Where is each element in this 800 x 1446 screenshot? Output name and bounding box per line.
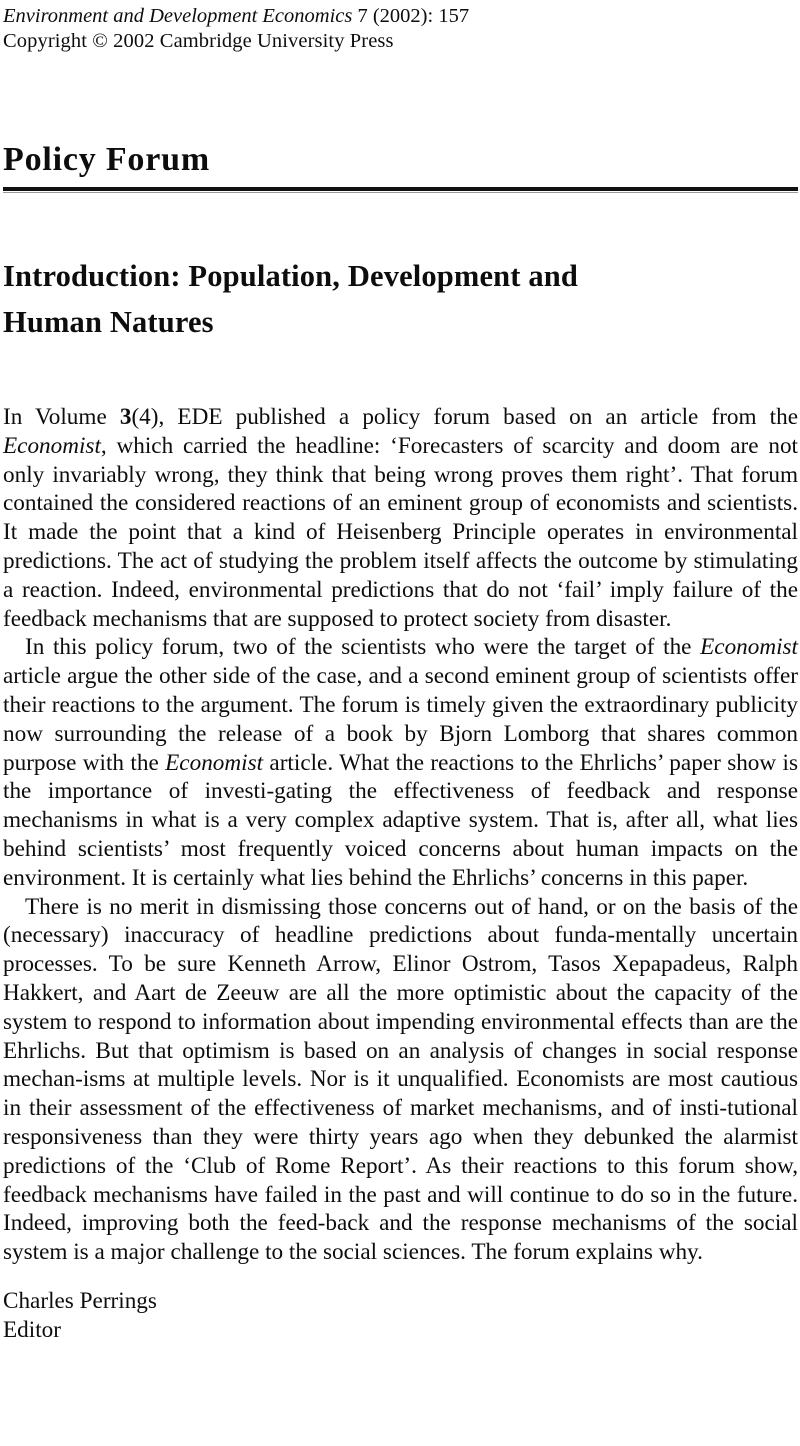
article-body (3, 403, 798, 1267)
economist-reference: Economist (165, 749, 264, 776)
article-title-line-1: Introduction: Population, Development and (3, 259, 578, 293)
journal-citation-line (3, 4, 798, 29)
volume-number: 3 (119, 404, 132, 430)
editor-name: Charles Perrings (3, 1287, 157, 1314)
journal-title: Environment and Development Economics (3, 5, 353, 27)
copyright-line: Copyright © 2002 Cambridge University Press (3, 30, 394, 52)
section-heading: Policy Forum (3, 141, 210, 178)
running-head (3, 0, 798, 54)
journal-volume-issue-page: 7 (2002): 157 (352, 5, 470, 27)
p2-segment-b: article argue the other side of the case, and a second eminent group of scientists offer their reactions to the argument. The forum is timely given the extraordinary publicity now surrounding the release of a book by Bjorn Lomborg that shares common purpose with the (3, 663, 798, 776)
editor-role: Editor (3, 1316, 61, 1343)
body-paragraph-2 (3, 633, 798, 892)
body-paragraph-1 (3, 403, 798, 633)
p2-segment-a: In this policy forum, two of the scientists who were the target of the (25, 634, 701, 661)
section-heading-rule (3, 187, 798, 193)
p1-segment-a: In Volume (3, 404, 120, 430)
article-title-line-2: Human Natures (3, 305, 214, 339)
p1-segment-b: (4), EDE published a policy forum based on an article from the (131, 404, 798, 430)
p2-segment-c: article. What the reactions to the Ehrlichs’ paper show is the importance of investi-gating the effectiveness of feedback and response mechanisms in what is a very complex adaptive system. That is, after all, what lies behind scientists’ most frequently voiced concerns about human impacts on the environment. It is certainly what lies behind the Ehrlichs’ concerns in this paper. (3, 749, 798, 891)
p1-segment-c: , which carried the headline: ‘Forecasters of scarcity and doom are not only invariably wrong, they think that being wrong proves them right’. That forum contained the considered reactions of an eminent group of economists and scientists. It made the point that a kind of Heisenberg Principle operates in environmental predictions. The act of studying the problem itself affects the outcome by stimulating a reaction. Indeed, environmental predictions that do not ‘fail’ imply failure of the feedback mechanisms that are supposed to protect society from disaster. (3, 432, 798, 632)
economist-reference: Economist (3, 432, 101, 459)
signature-block (3, 1287, 798, 1345)
economist-reference: Economist (700, 634, 798, 661)
article-title (3, 253, 743, 345)
body-paragraph-3: There is no merit in dismissing those concerns out of hand, or on the basis of the (necessary) inaccuracy of headline predictions about funda-mentally uncertain processes. To be sure Kenneth Arrow, Elinor Ostrom, Tasos Xepapadeus, Ralph Hakkert, and Aart de Zeeuw are all the more optimistic about the capacity of the system to respond to information about impending environmental effects than are the Ehrlichs. But that optimism is based on an analysis of changes in social response mechan-isms at multiple levels. Nor is it unqualified. Economists are most cautious in their assessment of the effectiveness of market mechanisms, and of insti-tutional responsiveness than they were thirty years ago when they debunked the alarmist predictions of the ‘Club of Rome Report’. As their reactions to this forum show, feedback mechanisms have failed in the past and will continue to do so in the future. Indeed, improving both the feed-back and the response mechanisms of the social system is a major challenge to the social sciences. The forum explains why. (3, 893, 798, 1266)
